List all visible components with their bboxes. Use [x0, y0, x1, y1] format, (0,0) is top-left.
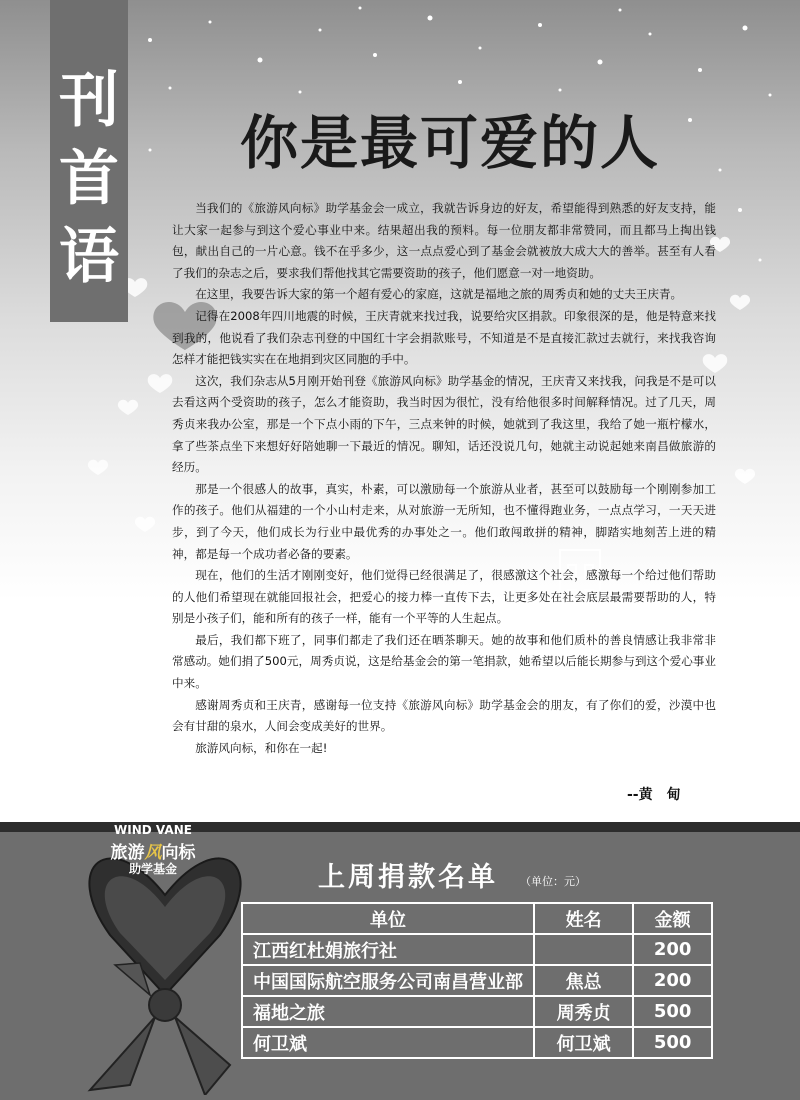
- donor-amount-cell: 500: [633, 996, 712, 1027]
- column-header: 金额: [633, 903, 712, 934]
- article-paragraph: 在这里，我要告诉大家的第一个超有爱心的家庭，这就是福地之旅的周秀贞和她的丈夫王庆青。: [195, 287, 683, 302]
- article-paragraph: 旅游风向标，和你在一起!: [195, 740, 328, 755]
- donor-unit-cell: 何卫斌: [242, 1027, 534, 1058]
- donor-name-cell: 何卫斌: [534, 1027, 633, 1058]
- donor-unit-cell: 中国国际航空服务公司南昌营业部: [242, 965, 534, 996]
- column-header: 姓名: [534, 903, 633, 934]
- logo-subtitle: 助学基金: [128, 862, 177, 876]
- donor-unit-cell: 福地之旅: [242, 996, 534, 1027]
- donor-list-title: 上周捐款名单: [318, 862, 498, 893]
- logo-wind-glyph: 风: [144, 843, 162, 863]
- article-paragraph: 记得在2008年四川地震的时候，王庆青就来找过我，说要给灾区捐款。印象很深的是，他是特意来找到我的，他说看了我们杂志刊登的中国红十字会捐款账号，不知道是不是直接汇款过去就行，来找我咨询怎样才能把钱实实在在地捐到灾区同胞的手中。: [172, 308, 716, 367]
- table-header-row: [242, 903, 712, 934]
- column-label-char: 首: [59, 144, 119, 214]
- article-paragraph: 这次，我们杂志从5月刚开始刊登《旅游风向标》助学基金的情况，王庆青又来找我，问我是不是可以去看这两个受资助的孩子，怎么才能资助，我当时因为很忙，没有给他很多时间解释情况。过了几天，周秀贞来我办公室，那是一个下点小雨的下午，三点来钟的时候，她就到了我这里，我给了她一瓶柠檬水，拿了些茶点坐下来想好好陪她聊一下最近的情况。聊知，话还没说几句，她就主动说起她来南昌做旅游的经历。: [172, 373, 716, 475]
- donor-name-cell: [534, 934, 633, 965]
- logo-text-part: 向标: [161, 843, 196, 863]
- logo-text-part: 旅游: [110, 843, 145, 863]
- table-row: [242, 965, 712, 996]
- donor-amount-cell: 200: [633, 965, 712, 996]
- article-paragraph: 最后，我们都下班了，同事们都走了我们还在晒茶聊天。她的故事和他们质朴的善良情感让我非常非常感动。她们捐了500元，周秀贞说，这是给基金会的第一笔捐款，她希望以后能长期参与到这个爱心事业中来。: [172, 632, 716, 691]
- donor-name-cell: 周秀贞: [534, 996, 633, 1027]
- table-row: [242, 996, 712, 1027]
- column-label-char: 刊: [59, 66, 119, 136]
- donor-table: [241, 902, 713, 1059]
- column-header: 单位: [242, 903, 534, 934]
- donor-amount-cell: 500: [633, 1027, 712, 1058]
- logo-english-text: WIND VANE: [114, 823, 192, 837]
- column-label: [50, 0, 128, 322]
- article-body: [172, 198, 716, 759]
- table-row: [242, 934, 712, 965]
- donor-unit-note: （单位：元）: [520, 875, 586, 888]
- page-title: 你是最可爱的人: [240, 109, 661, 177]
- article-paragraph: 感谢周秀贞和王庆青，感谢每一位支持《旅游风向标》助学基金会的朋友，有了你们的爱，沙漠中也会有甘甜的泉水，人间会变成美好的世界。: [172, 697, 716, 734]
- donor-name-cell: 焦总: [534, 965, 633, 996]
- donor-amount-cell: 200: [633, 934, 712, 965]
- table-row: [242, 1027, 712, 1058]
- donor-unit-cell: 江西红杜娟旅行社: [242, 934, 534, 965]
- article-paragraph: 那是一个很感人的故事，真实，朴素，可以激励每一个旅游从业者，甚至可以鼓励每一个刚刚参加工作的孩子。他们从福建的一个小山村走来，从对旅游一无所知，也不懂得跑业务，一点点学习，一天天进步，到了今天，他们成长为行业中最优秀的办事处之一。他们敢闯敢拼的精神，脚踏实地刻苦上进的精神，都是每一个成功者必备的要素。: [172, 481, 716, 561]
- column-label-char: 语: [59, 222, 119, 292]
- article-paragraph: 当我们的《旅游风向标》助学基金会一成立，我就告诉身边的好友，希望能得到熟悉的好友支持，能让大家一起参与到这个爱心事业中来。结果超出我的预料。每一位朋友都非常赞同，而且都马上掏出钱包，献出自己的一片心意。钱不在乎多少，这一点点爱心到了基金会就被放大成大大的善举。甚至有人看了我们的杂志之后，要求我们帮他找其它需要资助的孩子，他们愿意一对一地资助。: [172, 201, 716, 280]
- author-signature: --黄 甸: [627, 787, 681, 803]
- article-paragraph: 现在，他们的生活才刚刚变好，他们觉得已经很满足了，很感激这个社会，感激每一个给过他们帮助的人他们希望现在就能回报社会，把爱心的接力棒一直传下去，让更多处在社会底层最需要帮助的人，特别是小孩子们，能和所有的孩子一样，能有一个平等的人生起点。: [172, 568, 716, 626]
